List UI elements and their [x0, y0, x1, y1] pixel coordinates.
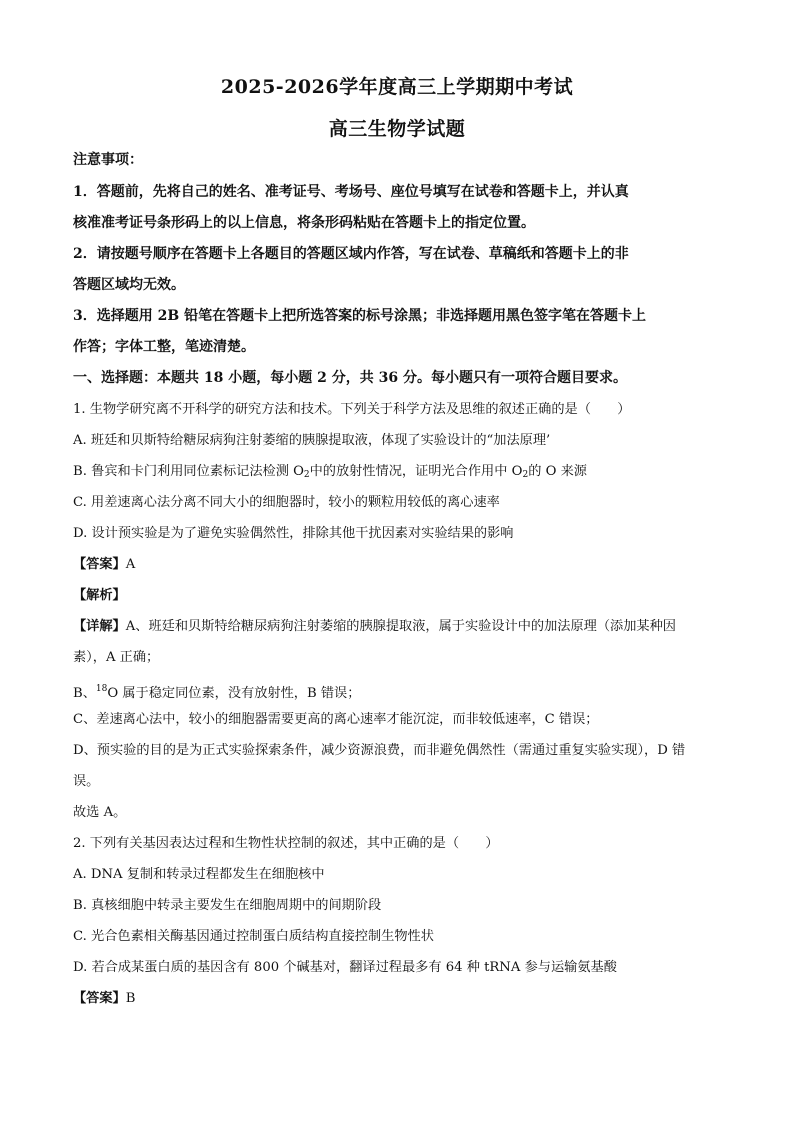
q1-detail-4b: 误。	[73, 774, 100, 789]
q2-option-d: D. 若合成某蛋白质的基因含有 800 个碱基对，翻译过程最多有 64 种 tRNA 参与运输氨基酸	[73, 960, 617, 975]
q2-stem: 2. 下列有关基因表达过程和生物性状控制的叙述，其中正确的是（ ）	[73, 836, 499, 851]
q2-option-c: C. 光合色素相关酶基因通过控制蛋白质结构直接控制生物性状	[73, 929, 434, 944]
q1-option-c: C. 用差速离心法分离不同大小的细胞器时，较小的颗粒用较低的离心速率	[73, 495, 500, 510]
q1-option-d: D. 设计预实验是为了避免实验偶然性，排除其他干扰因素对实验结果的影响	[73, 526, 514, 541]
notice-item-3b: 作答；字体工整，笔迹清楚。	[73, 339, 255, 355]
q1-analysis-tag: 【解析】	[73, 588, 126, 603]
notice-item-2b: 答题区域均无效。	[73, 277, 185, 293]
q1-conclusion: 故选 A。	[73, 805, 127, 820]
q1-detail-2: B、$^{18}$O 属于稳定同位素，没有放射性，B 错误；	[73, 684, 361, 701]
q1-option-b: B. 鲁宾和卡门利用同位素标记法检测 $O_2$中的放射性情况，证明光合作用中 $O_2$的 O 来源	[73, 464, 587, 480]
notice-heading: 注意事项：	[73, 152, 143, 168]
q2-option-b: B. 真核细胞中转录主要发生在细胞周期中的间期阶段	[73, 898, 382, 913]
notice-item-1b: 核准准考证号条形码上的以上信息，将条形码粘贴在答题卡上的指定位置。	[73, 215, 535, 231]
q1-detail-3: C、差速离心法中，较小的细胞器需要更高的离心速率才能沉淀，而非较低速率，C 错误；	[73, 712, 599, 727]
q1-detail-4a: D、预实验的目的是为正式实验探索条件，减少资源浪费，而非避免偶然性（需通过重复实验实现），D 错	[73, 743, 686, 758]
notice-item-2a: 2．请按题号顺序在答题卡上各题目的答题区域内作答，写在试卷、草稿纸和答题卡上的非	[73, 246, 629, 262]
q2-answer: 【答案】B	[73, 991, 136, 1006]
section-heading: 一、选择题：本题共 18 小题，每小题 2 分，共 36 分。每小题只有一项符合题目要求。	[73, 370, 627, 386]
notice-item-1a: 1．答题前，先将自己的姓名、准考证号、考场号、座位号填写在试卷和答题卡上，并认真	[73, 184, 629, 200]
notice-item-3a: 3．选择题用 2B 铅笔在答题卡上把所选答案的标号涂黑；非选择题用黑色签字笔在答题卡上	[73, 308, 647, 324]
q1-stem: 1. 生物学研究离不开科学的研究方法和技术。下列关于科学方法及思维的叙述正确的是（ ）	[73, 402, 631, 417]
q2-option-a: A. DNA 复制和转录过程都发生在细胞核中	[73, 867, 325, 882]
exam-title: 2025-2026学年度高三上学期期中考试	[220, 76, 574, 98]
q1-detail-1: 【详解】A、班廷和贝斯特给糖尿病狗注射萎缩的胰腺提取液，属于实验设计中的加法原理（添加某种因	[73, 619, 676, 634]
exam-subtitle: 高三生物学试题	[328, 118, 466, 140]
q1-option-a: A. 班廷和贝斯特给糖尿病狗注射萎缩的胰腺提取液，体现了实验设计的“加法原理’	[73, 433, 551, 448]
q1-answer: 【答案】A	[73, 557, 136, 572]
q1-detail-1b: 素），A 正确；	[73, 650, 160, 665]
